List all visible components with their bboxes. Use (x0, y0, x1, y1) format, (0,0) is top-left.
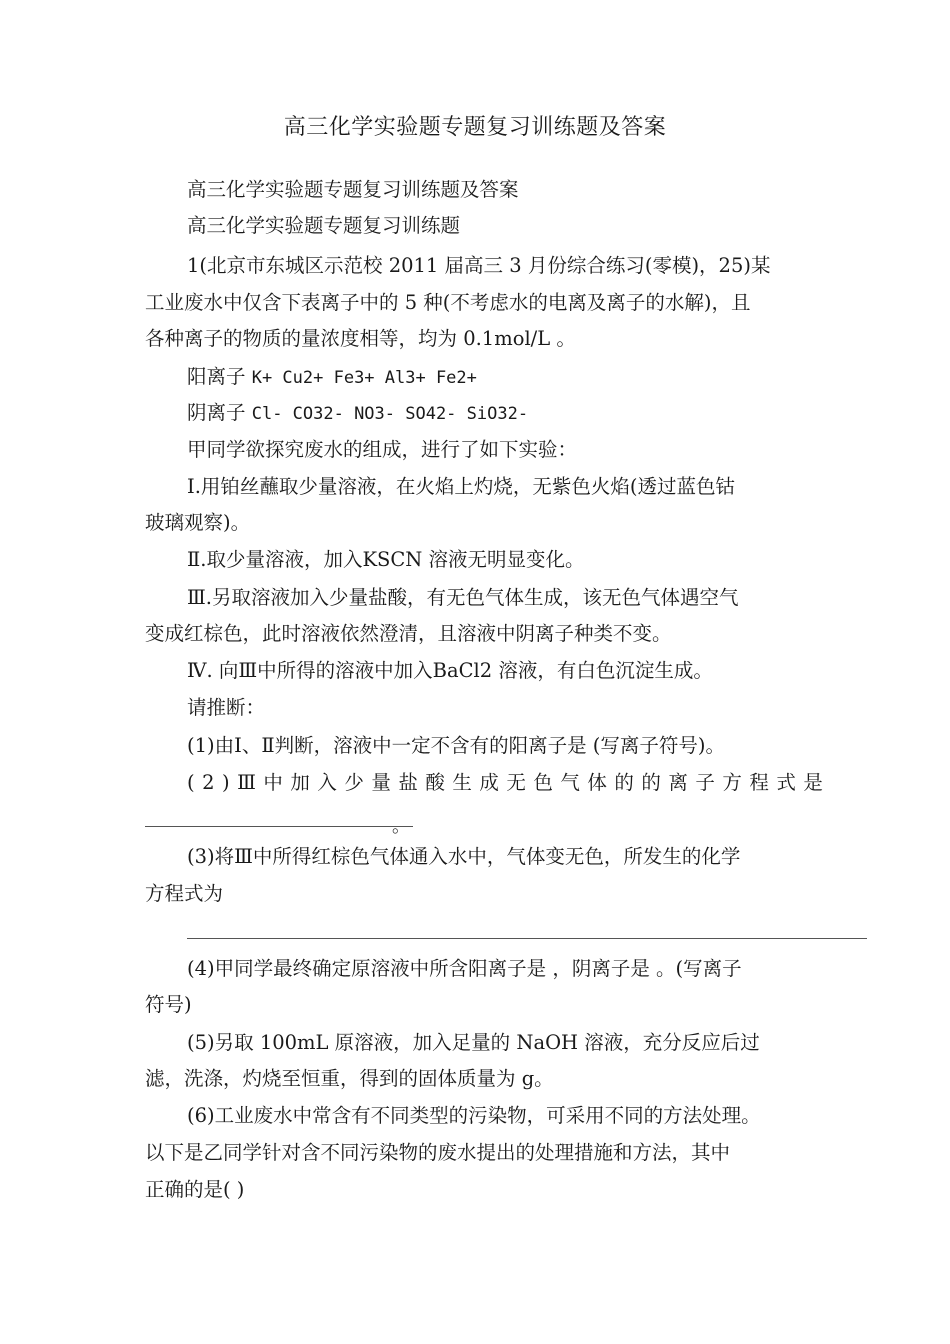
text-line: 玻璃观察)。 (145, 511, 251, 534)
answer-blank (145, 826, 413, 827)
doc-subheading: 高三化学实验题专题复习训练题 (187, 214, 461, 237)
sub-question-2: (2)Ⅲ中加入少量盐酸生成无色气体的的离子方程式是 (187, 771, 831, 794)
text-line: 各种离子的物质的量浓度相等，均为 0.1mol/L 。 (145, 327, 576, 350)
sub-question-5: (5)另取 100mL 原溶液，加入足量的 NaOH 溶液，充分反应后过 (187, 1031, 760, 1054)
anion-label: 阴离子 (187, 401, 246, 424)
text-line: 方程式为 (145, 882, 224, 905)
text-line: 变成红棕色，此时溶液依然澄清，且溶液中阴离子种类不变。 (145, 622, 672, 645)
doc-heading: 高三化学实验题专题复习训练题及答案 (187, 178, 519, 201)
text-line: 以下是乙同学针对含不同污染物的废水提出的处理措施和方法，其中 (145, 1141, 731, 1164)
sub-question-3: (3)将Ⅲ中所得红棕色气体通入水中，气体变无色，所发生的化学 (187, 845, 741, 868)
sub-question-1: (1)由Ⅰ、Ⅱ判断，溶液中一定不含有的阳离子是 (写离子符号)。 (187, 734, 725, 757)
cation-row (187, 367, 477, 387)
text-line: 正确的是( ) (145, 1178, 245, 1201)
text-line: 请推断： (187, 696, 266, 719)
step-4: Ⅳ. 向Ⅲ中所得的溶液中加入BaCl2 溶液，有白色沉淀生成。 (187, 659, 713, 682)
step-3: Ⅲ.另取溶液加入少量盐酸，有无色气体生成，该无色气体遇空气 (187, 586, 739, 609)
text-line: 滤，洗涤，灼烧至恒重，得到的固体质量为 g。 (145, 1067, 554, 1090)
sub-question-6: (6)工业废水中常含有不同类型的污染物，可采用不同的方法处理。 (187, 1104, 761, 1127)
period-mark: 。 (392, 816, 410, 837)
text-line: 符号) (145, 993, 192, 1016)
sub-question-4: (4)甲同学最终确定原溶液中所含阳离子是 ，阴离子是 。(写离子 (187, 957, 742, 980)
text-line: 甲同学欲探究废水的组成，进行了如下实验： (187, 438, 578, 461)
cation-label: 阳离子 (187, 365, 246, 388)
anion-list: Cl- CO32- NO3- SO42- SiO32- (251, 404, 529, 424)
page-title: 高三化学实验题专题复习训练题及答案 (283, 115, 667, 140)
question-1-intro: 1(北京市东城区示范校 2011 届高三 3 月份综合练习(零模)，25)某 (187, 254, 771, 277)
step-1: Ⅰ.用铂丝蘸取少量溶液，在火焰上灼烧，无紫色火焰(透过蓝色钴 (187, 475, 736, 498)
step-2: Ⅱ.取少量溶液，加入KSCN 溶液无明显变化。 (187, 548, 585, 571)
answer-blank (187, 938, 867, 939)
text-line: 工业废水中仅含下表离子中的 5 种(不考虑水的电离及离子的水解)，且 (145, 291, 751, 314)
cation-list: K+ Cu2+ Fe3+ Al3+ Fe2+ (251, 368, 477, 388)
anion-row (187, 403, 528, 423)
